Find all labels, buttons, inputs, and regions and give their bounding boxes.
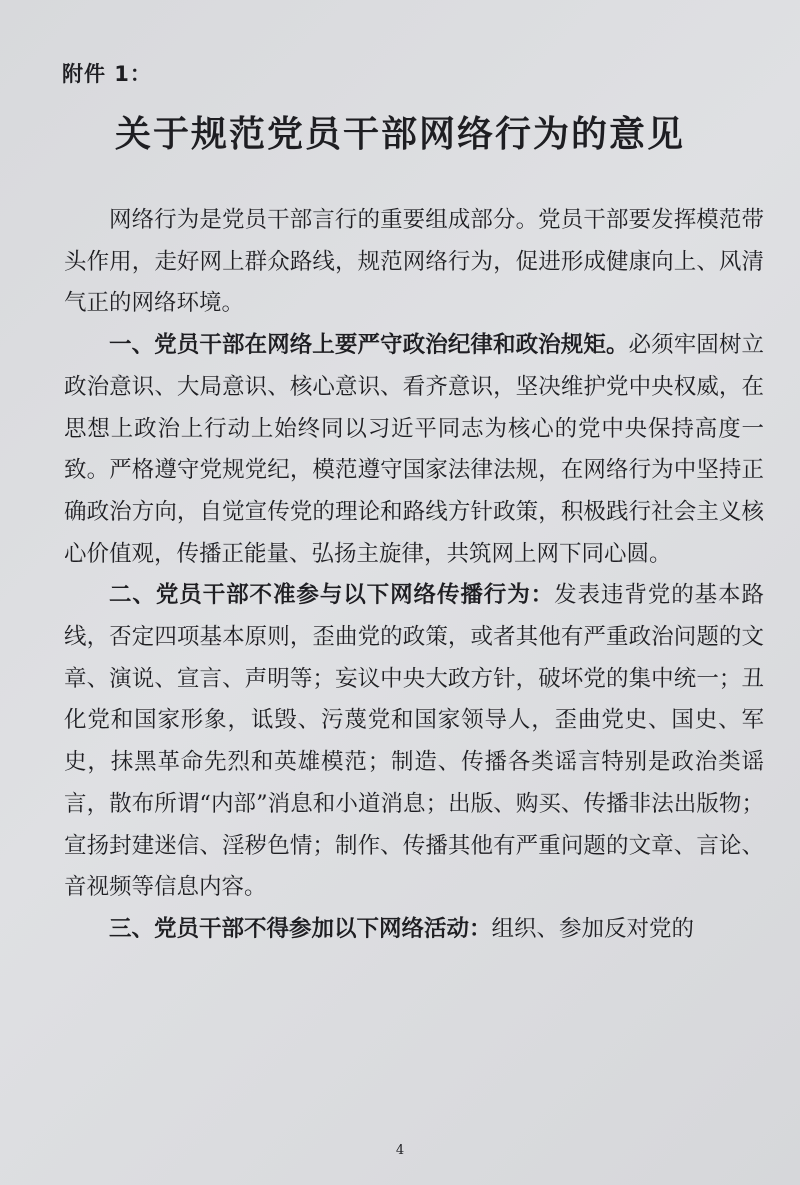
paragraph-text: 必须牢固树立政治意识、大局意识、核心意识、看齐意识，坚决维护党中央权威，在思想上政治上行动上始终同以习近平同志为核心的党中央保持高度一致。严格遵守党规党纪，模范遵守国家法律法规，在网络行为中坚持正确政治方向，自觉宣传党的理论和路线方针政策，积极践行社会主义核心价值观，传播正能量、弘扬主旋律，共筑网上网下同心圆。 xyxy=(64,332,764,567)
section-heading: 三、党员干部不得参加以下网络活动： xyxy=(109,915,492,942)
paragraph-text: 组织、参加反对党的 xyxy=(491,915,695,942)
section-heading: 一、党员干部在网络上要严守政治纪律和政治规矩。 xyxy=(109,332,629,359)
paragraph-section-2 xyxy=(64,575,764,909)
paragraph-section-3 xyxy=(64,909,764,951)
section-heading: 二、党员干部不准参与以下网络传播行为： xyxy=(109,582,555,609)
document-title: 关于规范党员干部网络行为的意见 xyxy=(114,114,685,155)
paragraph-text: 网络行为是党员干部言行的重要组成部分。党员干部要发挥模范带头作用，走好网上群众路线，规范网络行为，促进形成健康向上、风清气正的网络环境。 xyxy=(64,207,764,317)
page-number: 4 xyxy=(395,1143,405,1158)
paragraph-section-1 xyxy=(64,325,764,575)
paragraph-text: 发表违背党的基本路线，否定四项基本原则，歪曲党的政策，或者其他有严重政治问题的文章、演说、宣言、声明等；妄议中央大政方针，破坏党的集中统一；丑化党和国家形象，诋毁、污蔑党和国家领导人，歪曲党史、国史、军史，抹黑革命先烈和英雄模范；制造、传播各类谣言特别是政治类谣言，散布所谓“内部”消息和小道消息；出版、购买、传播非法出版物；宣扬封建迷信、淫秽色情；制作、传播其他有严重问题的文章、言论、音视频等信息内容。 xyxy=(64,582,764,901)
paragraph-intro xyxy=(64,200,764,325)
attachment-label: 附件 1： xyxy=(62,62,152,86)
document-body xyxy=(64,200,764,951)
